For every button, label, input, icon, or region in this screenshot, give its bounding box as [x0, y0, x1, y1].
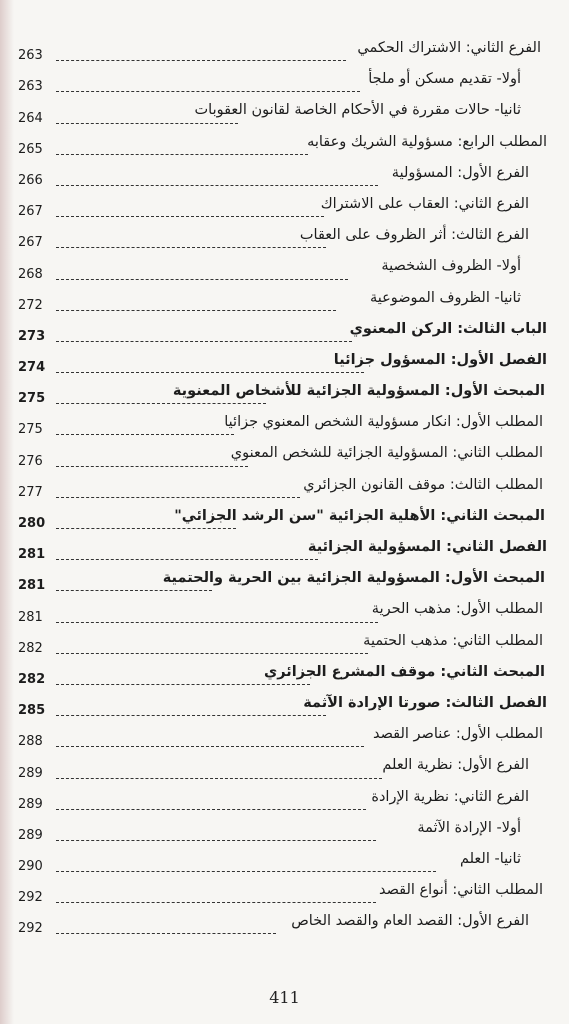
toc-page-number: 266 — [18, 172, 43, 188]
toc-leader-line — [56, 403, 266, 404]
toc-leader-line — [56, 91, 360, 92]
toc-entry — [18, 223, 541, 254]
toc-entry — [18, 753, 541, 784]
toc-entry — [18, 504, 545, 535]
toc-page-number: 267 — [18, 204, 43, 220]
toc-leader-line — [56, 497, 300, 498]
toc-leader-line — [56, 123, 238, 124]
toc-entry — [18, 348, 547, 379]
toc-entry-title: أولا- الظروف الشخصية — [381, 258, 521, 275]
toc-entry — [18, 629, 541, 660]
toc-entry-title: الفصل الأول: المسؤول جزائيا — [333, 351, 547, 368]
toc-entry — [18, 909, 541, 940]
toc-entry — [18, 691, 547, 722]
toc-leader-line — [56, 809, 366, 810]
toc-entry — [18, 785, 541, 816]
toc-entry-title: المطلب الثالث: موقف القانون الجزائري — [303, 476, 543, 493]
toc-entry — [18, 130, 547, 161]
toc-leader-line — [56, 933, 276, 934]
toc-entry — [18, 36, 541, 67]
toc-leader-line — [56, 310, 336, 311]
toc-leader-line — [56, 684, 310, 685]
toc-leader-line — [56, 590, 212, 591]
toc-entry-title: المبحث الأول: المسؤولية الجزائية بين الحرية والحتمية — [162, 570, 545, 587]
toc-page-number: 282 — [18, 640, 43, 656]
toc-entry — [18, 410, 541, 441]
toc-leader-line — [56, 840, 376, 841]
toc-page-number: 288 — [18, 734, 43, 750]
toc-entry-title: المبحث الأول: المسؤولية الجزائية للأشخاص المعنوية — [172, 383, 545, 400]
toc-page-number: 289 — [18, 796, 43, 812]
toc-page-number: 285 — [18, 703, 46, 719]
toc-page-number: 276 — [18, 453, 43, 469]
toc-entry — [18, 98, 541, 129]
toc-entry-title: المبحث الثاني: موقف المشرع الجزائري — [264, 663, 545, 680]
toc-leader-line — [56, 715, 326, 716]
toc-entry — [18, 535, 547, 566]
toc-page-number: 263 — [18, 79, 43, 95]
toc-entry — [18, 660, 545, 691]
toc-leader-line — [56, 341, 352, 342]
toc-entry — [18, 566, 545, 597]
toc-leader-line — [56, 247, 326, 248]
page-number: 411 — [269, 988, 300, 1007]
toc-entry-title: الباب الثالث: الركن المعنوي — [349, 320, 547, 337]
toc-page-number: 289 — [18, 827, 43, 843]
toc-page-number: 282 — [18, 671, 46, 687]
toc-leader-line — [56, 185, 378, 186]
toc-leader-line — [56, 279, 348, 280]
toc-leader-line — [56, 653, 368, 654]
toc-entry — [18, 816, 541, 847]
toc-page-number: 280 — [18, 516, 46, 531]
toc-entry — [18, 254, 541, 285]
toc-page-number: 281 — [18, 578, 46, 594]
toc-entry — [18, 473, 541, 504]
toc-entry — [18, 597, 541, 628]
toc-entry — [18, 67, 541, 98]
toc-entry-title: الفرع الأول: القصد العام والقصد الخاص — [291, 913, 529, 930]
toc-page-number: 275 — [18, 422, 43, 438]
toc-leader-line — [56, 871, 436, 872]
toc-entry-title: المطلب الأول: عناصر القصد — [372, 726, 543, 743]
toc-entry-title: المبحث الثاني: الأهلية الجزائية "سن الرشد الجزائي" — [174, 507, 545, 524]
toc-page-number: 292 — [18, 890, 43, 906]
toc-entry-title: الفصل الثالث: صورتا الإرادة الآثمة — [303, 694, 547, 711]
toc-page-number: 267 — [18, 235, 43, 251]
toc-entry-title: المطلب الأول: مذهب الحرية — [371, 601, 543, 618]
toc-entry-title: الفرع الثاني: الاشتراك الحكمي — [357, 40, 541, 56]
toc-entry-title: ثانيا- حالات مقررة في الأحكام الخاصة لقانون العقوبات — [194, 102, 521, 119]
toc-page-number: 272 — [18, 297, 43, 313]
toc-entry-title: المطلب الثاني: مذهب الحتمية — [363, 632, 543, 649]
toc-entry-title: الفرع الثاني: العقاب على الاشتراك — [320, 195, 529, 212]
toc-entry-title: الفرع الثاني: نظرية الإرادة — [371, 788, 529, 805]
toc-page-number: 263 — [18, 48, 43, 64]
toc-leader-line — [56, 622, 378, 623]
toc-leader-line — [56, 434, 234, 435]
toc-entry-title: أولا- تقديم مسكن أو ملجأ — [368, 71, 521, 88]
toc-page-number: 273 — [18, 328, 46, 344]
toc-entry-title: أولا- الإرادة الآثمة — [417, 819, 521, 836]
table-of-contents — [18, 36, 547, 940]
toc-entry — [18, 847, 541, 878]
toc-entry — [18, 441, 541, 472]
toc-entry — [18, 379, 545, 410]
toc-page-number: 275 — [18, 391, 46, 407]
toc-entry-title: الفرع الأول: نظرية العلم — [382, 757, 529, 774]
toc-entry-title: الفصل الثاني: المسؤولية الجزائية — [307, 539, 547, 555]
toc-page-number: 290 — [18, 859, 43, 875]
toc-leader-line — [56, 559, 318, 560]
toc-leader-line — [56, 216, 324, 217]
toc-page-number: 265 — [18, 141, 43, 157]
toc-leader-line — [56, 902, 376, 903]
toc-page-number: 277 — [18, 484, 43, 500]
toc-page-number: 292 — [18, 921, 43, 937]
toc-page-number: 264 — [18, 110, 43, 126]
toc-entry-title: ثانيا- الظروف الموضوعية — [369, 289, 521, 306]
toc-entry — [18, 722, 541, 753]
toc-page-number: 289 — [18, 765, 43, 781]
toc-entry-title: المطلب الرابع: مسؤولية الشريك وعقابه — [307, 133, 547, 150]
toc-leader-line — [56, 466, 248, 467]
toc-entry — [18, 192, 541, 223]
toc-page-number: 281 — [18, 609, 43, 625]
toc-leader-line — [56, 60, 346, 61]
toc-entry — [18, 286, 541, 317]
toc-entry-title: الفرع الثالث: أثر الظروف على العقاب — [299, 227, 529, 244]
toc-leader-line — [56, 372, 364, 373]
toc-entry-title: المطلب الثاني: المسؤولية الجزائية للشخص المعنوي — [230, 445, 543, 462]
toc-page-number: 268 — [18, 266, 43, 282]
toc-page-number: 274 — [18, 360, 46, 376]
toc-entry-title: ثانيا- العلم — [459, 850, 521, 867]
toc-leader-line — [56, 154, 308, 155]
page-edge-shadow — [0, 0, 14, 1024]
toc-entry-title: المطلب الثاني: أنواع القصد — [378, 882, 543, 899]
toc-page-number: 281 — [18, 547, 46, 563]
toc-entry — [18, 317, 547, 348]
toc-entry-title: الفرع الأول: المسؤولية — [391, 164, 529, 181]
toc-entry — [18, 161, 541, 192]
toc-entry — [18, 878, 541, 909]
toc-entry-title: المطلب الأول: انكار مسؤولية الشخص المعنوي جزائيا — [224, 414, 543, 431]
toc-leader-line — [56, 778, 382, 779]
toc-leader-line — [56, 528, 236, 529]
toc-leader-line — [56, 746, 364, 747]
